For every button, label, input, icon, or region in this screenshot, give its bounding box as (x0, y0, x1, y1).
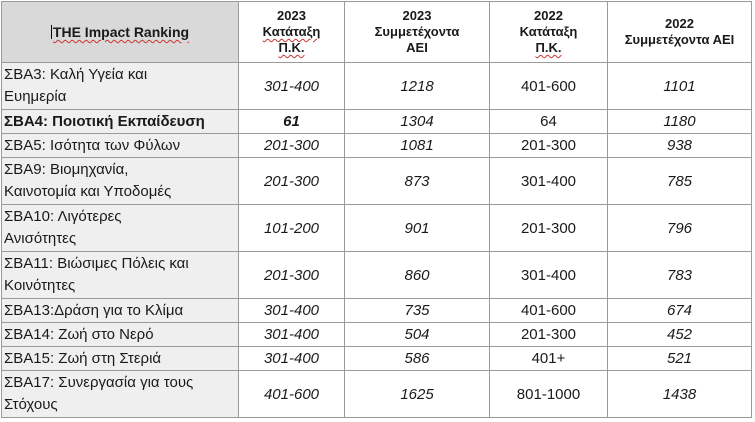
participants-2022-cell: 785 (608, 158, 752, 205)
row-label: ΣΒΑ15: Ζωή στη Στεριά (2, 347, 239, 371)
participants-2023-cell: 1218 (345, 63, 490, 110)
participants-2023-cell: 735 (345, 299, 490, 323)
rank-2023-cell: 301-400 (239, 347, 345, 371)
row-label: ΣΒΑ13:Δράση για το Κλίμα (2, 299, 239, 323)
row-label: ΣΒΑ3: Καλή Υγεία και Ευημερία (2, 63, 239, 110)
row-label: ΣΒΑ17: Συνεργασία για τους Στόχους (2, 371, 239, 418)
row-label: ΣΒΑ9: Βιομηχανία, Καινοτομία και Υποδομές (2, 158, 239, 205)
rank-2022-cell: 801-1000 (490, 371, 608, 418)
participants-2023-cell: 586 (345, 347, 490, 371)
participants-2022-cell: 521 (608, 347, 752, 371)
participants-2022-cell: 1180 (608, 110, 752, 134)
header-2022-rank: 2022 Κατάταξη Π.Κ. (490, 2, 608, 63)
rank-2023-cell: 61 (239, 110, 345, 134)
rank-2023-cell: 301-400 (239, 63, 345, 110)
participants-2023-cell: 504 (345, 323, 490, 347)
table-row (2, 63, 752, 110)
impact-ranking-table (1, 1, 752, 418)
rank-2022-cell: 401+ (490, 347, 608, 371)
rank-2023-cell: 201-300 (239, 252, 345, 299)
table-row (2, 158, 752, 205)
header-label: THE Impact Ranking (52, 24, 190, 40)
participants-2022-cell: 938 (608, 134, 752, 158)
rank-2023-cell: 301-400 (239, 299, 345, 323)
participants-2022-cell: 674 (608, 299, 752, 323)
row-label: ΣΒΑ11: Βιώσιμες Πόλεις και Κοινότητες (2, 252, 239, 299)
rank-2023-cell: 201-300 (239, 158, 345, 205)
header-2023-participants: 2023 Συμμετέχοντα ΑΕΙ (345, 2, 490, 63)
table-row (2, 371, 752, 418)
header-2022-participants: 2022 Συμμετέχοντα ΑΕΙ (608, 2, 752, 63)
header-row (2, 2, 752, 63)
header-2023-rank: 2023 Κατάταξη Π.Κ. (239, 2, 345, 63)
row-label: ΣΒΑ10: Λιγότερες Ανισότητες (2, 205, 239, 252)
table-row (2, 134, 752, 158)
table-row (2, 347, 752, 371)
row-label: ΣΒΑ4: Ποιοτική Εκπαίδευση (2, 110, 239, 134)
rank-2023-cell: 201-300 (239, 134, 345, 158)
rank-2022-cell: 201-300 (490, 134, 608, 158)
participants-2023-cell: 1625 (345, 371, 490, 418)
rank-2022-cell: 64 (490, 110, 608, 134)
row-label: ΣΒΑ5: Ισότητα των Φύλων (2, 134, 239, 158)
participants-2022-cell: 783 (608, 252, 752, 299)
participants-2022-cell: 796 (608, 205, 752, 252)
rank-2022-cell: 201-300 (490, 205, 608, 252)
participants-2022-cell: 1438 (608, 371, 752, 418)
table-row (2, 299, 752, 323)
rank-2022-cell: 201-300 (490, 323, 608, 347)
rank-2022-cell: 401-600 (490, 299, 608, 323)
participants-2022-cell: 1101 (608, 63, 752, 110)
participants-2023-cell: 860 (345, 252, 490, 299)
table-row (2, 205, 752, 252)
participants-2022-cell: 452 (608, 323, 752, 347)
rank-2023-cell: 101-200 (239, 205, 345, 252)
rank-2022-cell: 301-400 (490, 252, 608, 299)
row-label: ΣΒΑ14: Ζωή στο Νερό (2, 323, 239, 347)
rank-2023-cell: 301-400 (239, 323, 345, 347)
participants-2023-cell: 1081 (345, 134, 490, 158)
text-cursor (51, 25, 52, 39)
rank-2023-cell: 401-600 (239, 371, 345, 418)
header-the-impact-ranking[interactable] (2, 2, 239, 63)
table-row (2, 323, 752, 347)
participants-2023-cell: 901 (345, 205, 490, 252)
participants-2023-cell: 1304 (345, 110, 490, 134)
rank-2022-cell: 301-400 (490, 158, 608, 205)
rank-2022-cell: 401-600 (490, 63, 608, 110)
table-row (2, 252, 752, 299)
table-row (2, 110, 752, 134)
participants-2023-cell: 873 (345, 158, 490, 205)
